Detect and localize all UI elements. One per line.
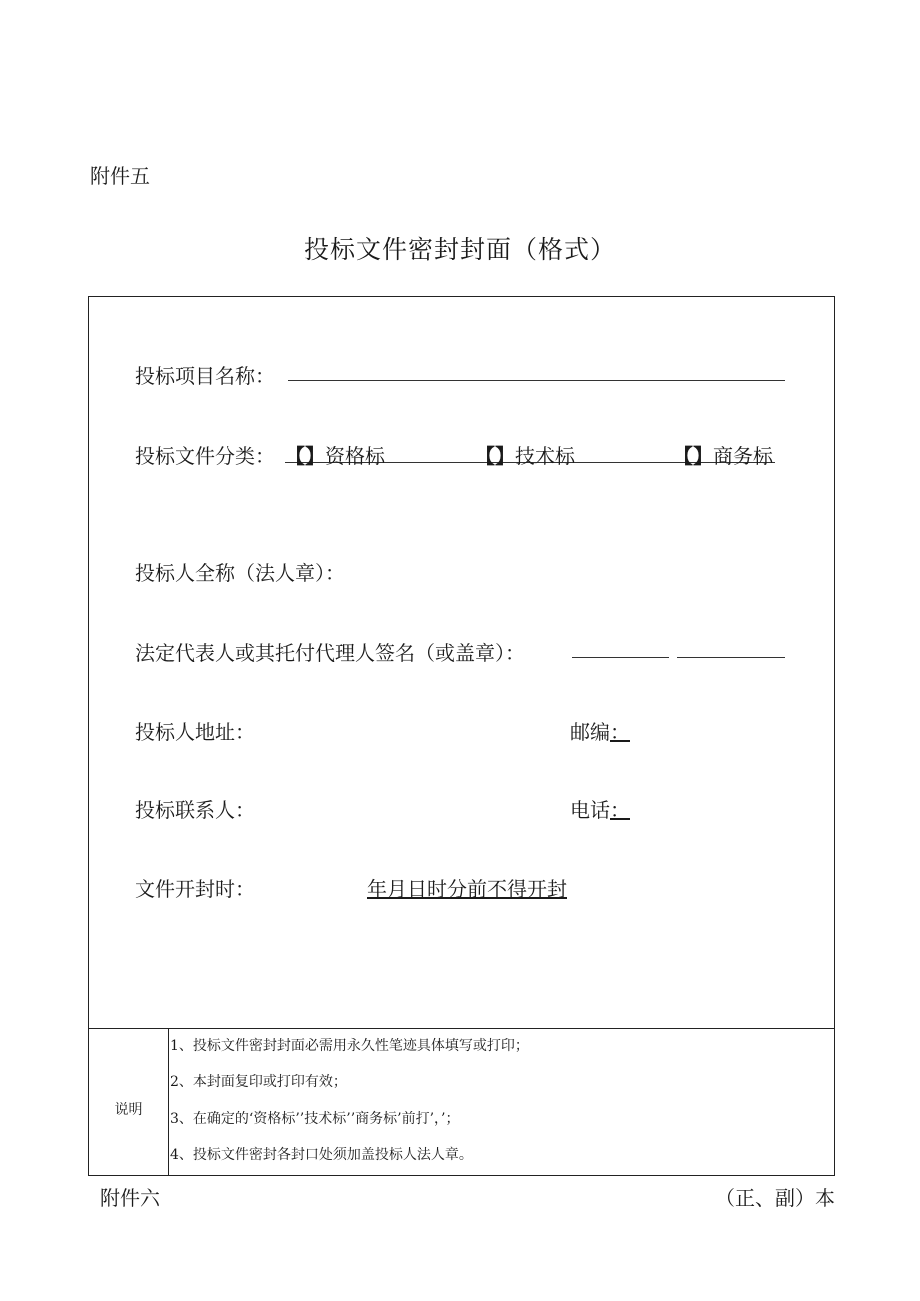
page-title: 投标文件密封封面（格式） — [303, 235, 616, 264]
contact-label: 投标联系人： — [135, 798, 255, 822]
attachment-heading-top: 附件五 — [90, 164, 150, 188]
note-item: 4、投标文件密封各封口处须加盖投标人法人章。 — [170, 1147, 473, 1163]
note-item: 1、投标文件密封封面必需用永久性笔迹具体填写或打印； — [170, 1038, 529, 1054]
checkbox-bracket[interactable]: 【】 — [285, 444, 325, 468]
copy-type-label: （正、副）本 — [715, 1186, 835, 1210]
legal-rep-seal-field[interactable] — [677, 657, 785, 658]
notes-table — [88, 1028, 835, 1176]
project-name-label: 投标项目名称： — [135, 364, 275, 388]
legal-rep-signature-field[interactable] — [572, 657, 669, 658]
phone-label — [570, 794, 638, 823]
option-label: 资格标 — [325, 444, 385, 468]
opening-time-label: 文件开封时： — [135, 877, 255, 901]
note-item: 3、在确定的‘资格标’’技术标’’商务标’前打’，’； — [170, 1111, 460, 1127]
bidder-name-label: 投标人全称（法人章）： — [135, 561, 345, 585]
project-name-field[interactable] — [288, 380, 785, 381]
notes-label-cell — [88, 1029, 169, 1176]
phone-field[interactable]: ： — [610, 798, 630, 822]
checkbox-bracket[interactable]: 【】 — [673, 444, 713, 468]
option-label: 商务标 — [713, 444, 773, 468]
legal-rep-label: 法定代表人或其托付代理人签名（或盖章）： — [135, 641, 525, 665]
address-label: 投标人地址： — [135, 720, 255, 744]
postcode-label — [570, 716, 638, 745]
category-option-qualification[interactable] — [285, 440, 385, 469]
attachment-heading-bottom: 附件六 — [100, 1186, 160, 1210]
category-label: 投标文件分类： — [135, 444, 275, 468]
phone-label-text: 电话 — [570, 798, 610, 822]
opening-time-value[interactable]: 年月日时分前不得开封 — [367, 877, 567, 901]
category-option-commercial[interactable] — [673, 440, 773, 469]
postcode-field[interactable]: ： — [610, 720, 630, 744]
notes-label: 说明 — [114, 1102, 143, 1118]
checkbox-bracket[interactable]: 【】 — [475, 444, 515, 468]
note-item: 2、本封面复印或打印有效； — [170, 1074, 347, 1090]
category-option-technical[interactable] — [475, 440, 575, 469]
option-label: 技术标 — [515, 444, 575, 468]
postcode-label-text: 邮编 — [570, 720, 610, 744]
